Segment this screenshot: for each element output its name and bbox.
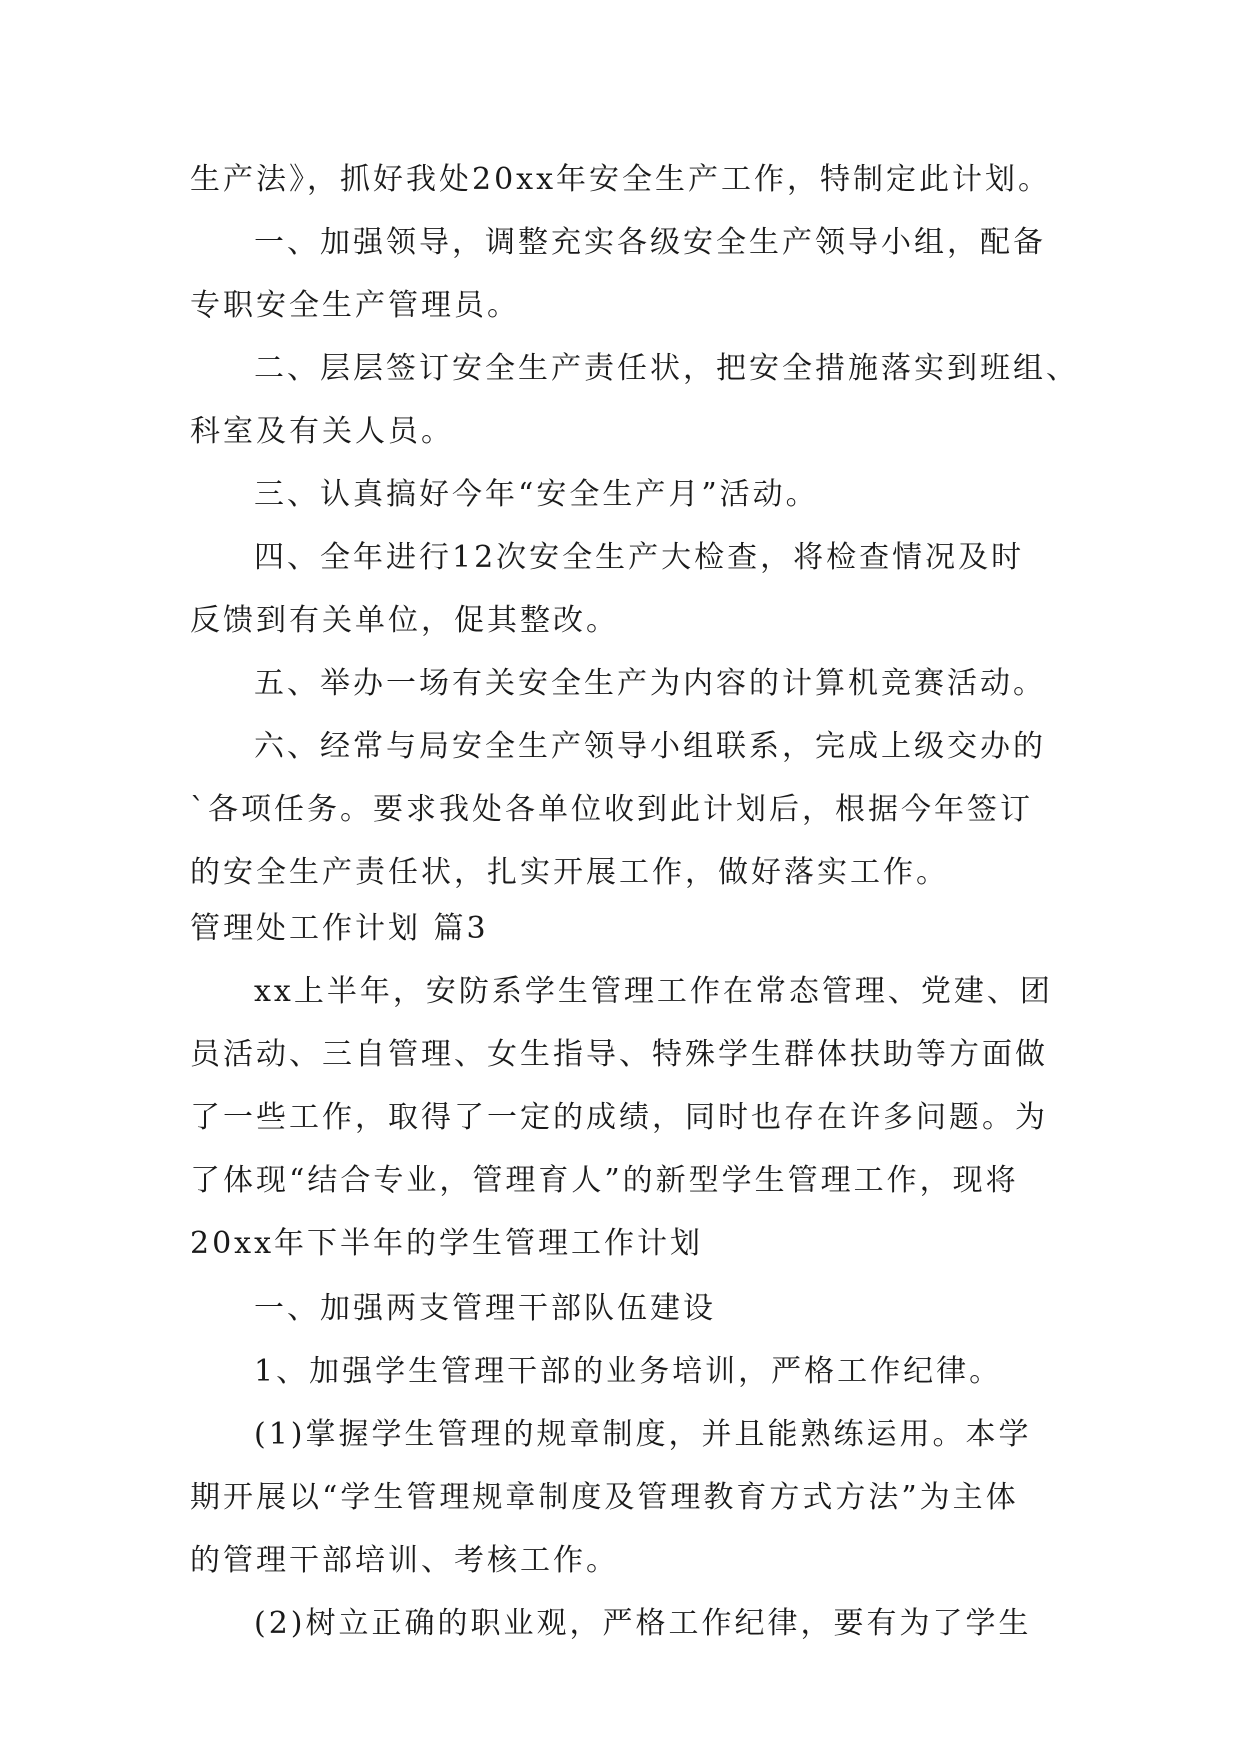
text-line: (2)树立正确的职业观，严格工作纪律，要有为了学生 [254,1606,1032,1641]
text-line: 20xx年下半年的学生管理工作计划 [190,1226,704,1261]
text-line: 生产法》，抓好我处20xx年安全生产工作，特制定此计划。 [190,162,1052,197]
text-line: 期开展以“学生管理规章制度及管理教育方式方法”为主体 [190,1480,1019,1515]
text-line: 一、加强领导，调整充实各级安全生产领导小组，配备 [254,225,1046,260]
text-line: xx上半年，安防系学生管理工作在常态管理、党建、团 [254,974,1053,1009]
text-line: 了体现“结合专业，管理育人”的新型学生管理工作，现将 [190,1163,1019,1198]
text-line: 专职安全生产管理员。 [190,288,520,323]
text-line: 反馈到有关单位，促其整改。 [190,603,619,638]
text-line: 二、层层签订安全生产责任状，把安全措施落实到班组、 [254,351,1079,386]
text-line: 一、加强两支管理干部队伍建设 [254,1291,716,1326]
text-line: 五、举办一场有关安全生产为内容的计算机竞赛活动。 [254,666,1046,701]
text-line: 的安全生产责任状，扎实开展工作，做好落实工作。 [190,855,949,890]
text-line: `各项任务。要求我处各单位收到此计划后，根据今年签订 [190,792,1033,827]
text-line: 了一些工作，取得了一定的成绩，同时也存在许多问题。为 [190,1100,1048,1135]
text-line: 的管理干部培训、考核工作。 [190,1543,619,1578]
text-line: 员活动、三自管理、女生指导、特殊学生群体扶助等方面做 [190,1037,1048,1072]
text-line: 科室及有关人员。 [190,414,454,449]
section-heading: 管理处工作计划 篇3 [190,911,489,946]
text-line: 1、加强学生管理干部的业务培训，严格工作纪律。 [254,1354,1003,1389]
text-line: (1)掌握学生管理的规章制度，并且能熟练运用。本学 [254,1417,1032,1452]
text-line: 四、全年进行12次安全生产大检查，将检查情况及时 [254,540,1025,575]
text-line: 六、经常与局安全生产领导小组联系，完成上级交办的 [254,729,1046,764]
text-line: 三、认真搞好今年“安全生产月”活动。 [254,477,819,512]
